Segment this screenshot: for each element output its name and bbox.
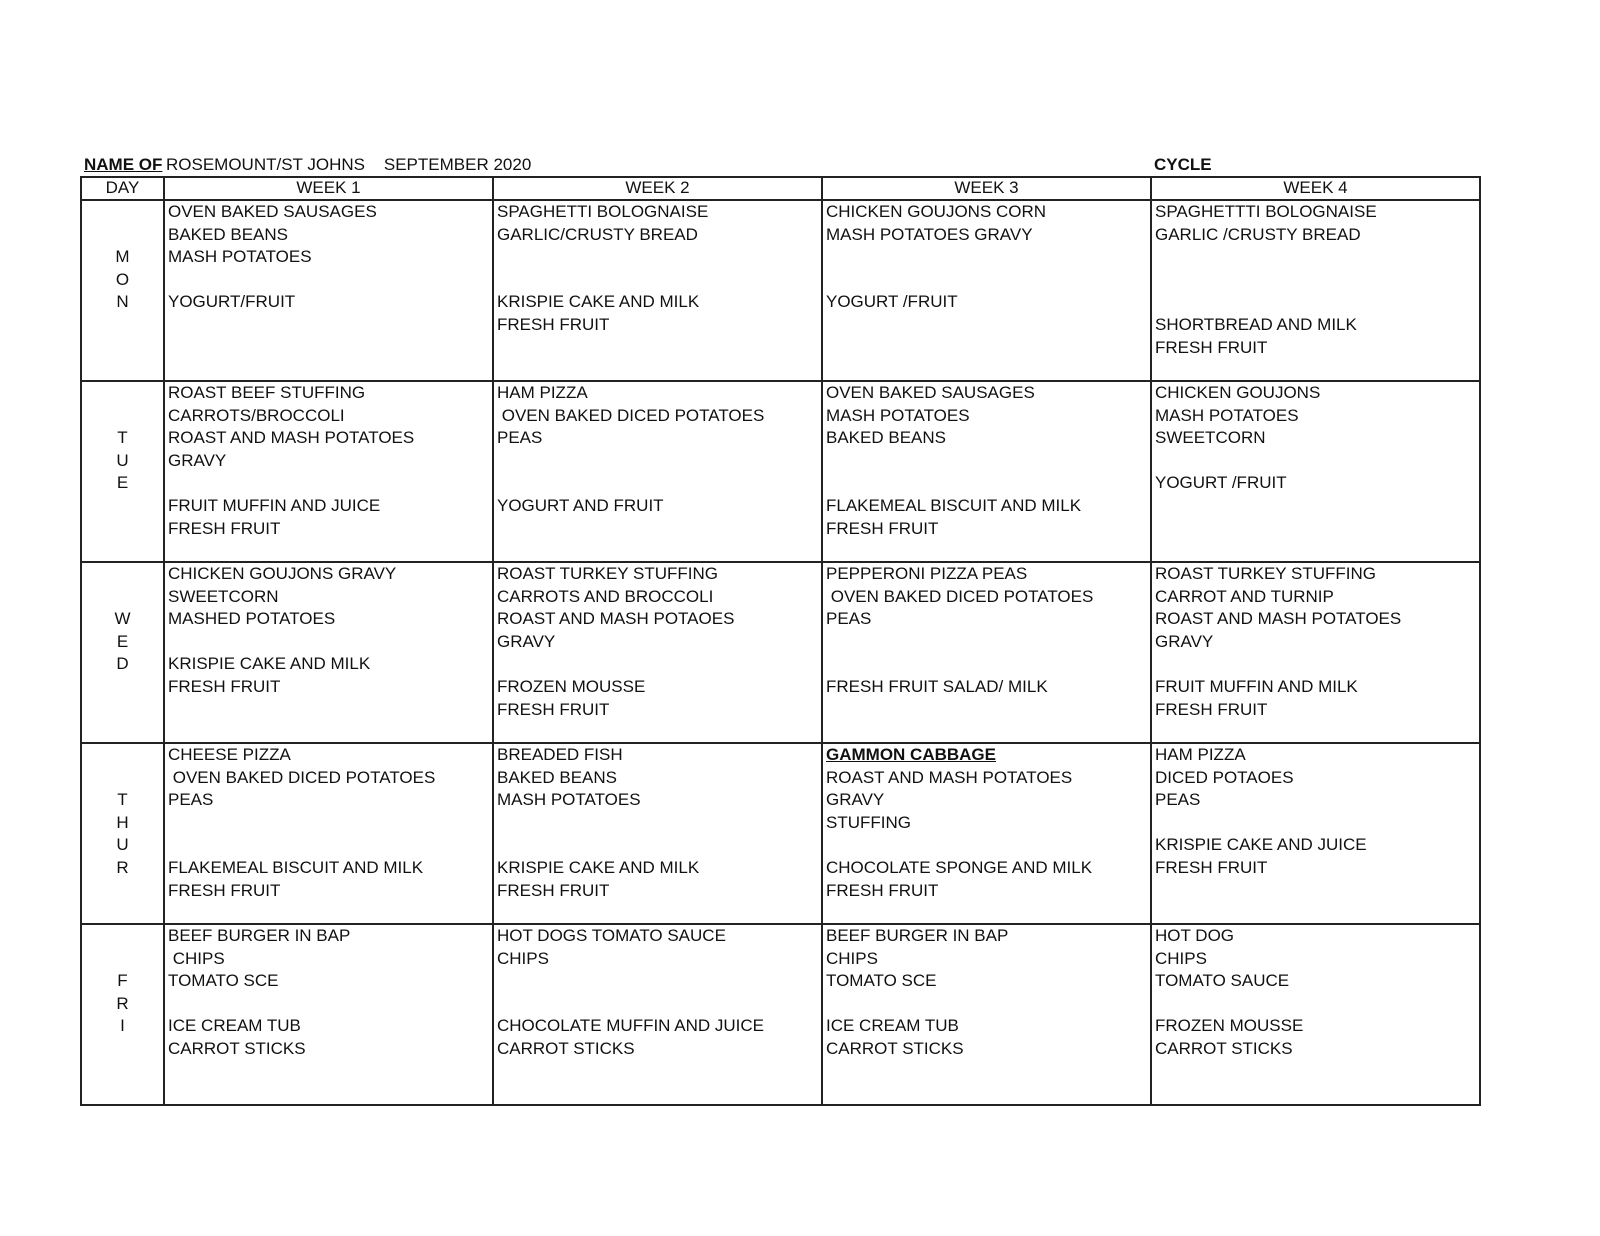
menu-item xyxy=(165,993,492,1016)
menu-item: DICED POTAOES xyxy=(1155,767,1294,787)
menu-cell-week-2 xyxy=(493,200,822,381)
menu-item: YOGURT/FRUIT xyxy=(168,292,296,312)
menu-item: FLAKEMEAL BISCUIT AND MILK xyxy=(168,857,424,877)
day-letter: M xyxy=(115,247,130,267)
menu-item: YOGURT AND FRUIT xyxy=(497,495,664,515)
menu-item: CHICKEN GOUJONS xyxy=(1155,383,1321,402)
menu-item: MASH POTATOES xyxy=(168,247,312,267)
menu-item: BEEF BURGER IN BAP xyxy=(826,926,1009,945)
day-cell xyxy=(81,924,164,1105)
menu-item: CARROT STICKS xyxy=(168,1038,306,1058)
menu-item: TOMATO SCE xyxy=(168,971,279,991)
menu-item: FRESH FRUIT xyxy=(497,699,610,719)
menu-item: HOT DOG xyxy=(1155,926,1235,945)
menu-item xyxy=(1152,812,1479,835)
menu-item xyxy=(165,472,492,495)
menu-item xyxy=(823,472,1150,495)
menu-item: FRESH FRUIT xyxy=(826,880,939,900)
menu-item xyxy=(1152,653,1479,676)
menu-item: HAM PIZZA xyxy=(1155,745,1246,764)
menu-item: TOMATO SAUCE xyxy=(1155,971,1290,991)
menu-item xyxy=(494,993,821,1016)
menu-item xyxy=(494,246,821,269)
menu-item: ICE CREAM TUB xyxy=(826,1016,959,1036)
menu-item: KRISPIE CAKE AND MILK xyxy=(497,857,700,877)
day-letter xyxy=(82,744,163,767)
menu-item xyxy=(823,653,1150,676)
day-row xyxy=(81,743,1480,924)
menu-cell-week-4 xyxy=(1151,562,1480,743)
day-letter: E xyxy=(116,473,129,493)
menu-cell-week-1 xyxy=(164,924,493,1105)
menu-item: CHIPS xyxy=(497,948,549,968)
menu-cell-week-3 xyxy=(822,924,1151,1105)
menu-item: MASH POTATOES GRAVY xyxy=(826,224,1033,244)
menu-item: HOT DOGS TOMATO SAUCE xyxy=(497,926,726,945)
menu-cell-week-1 xyxy=(164,381,493,562)
menu-item: PEPPERONI PIZZA PEAS xyxy=(826,564,1028,583)
menu-item xyxy=(494,834,821,857)
menu-item: BAKED BEANS xyxy=(826,428,946,448)
menu-item: GRAVY xyxy=(168,450,227,470)
menu-item: PEAS xyxy=(497,428,543,448)
menu-item: CARROT STICKS xyxy=(497,1038,635,1058)
menu-item: GRAVY xyxy=(826,790,885,810)
menu-item: MASH POTATOES xyxy=(497,790,641,810)
menu-item: ROAST AND MASH POTATOES xyxy=(826,767,1073,787)
menu-item: BREADED FISH xyxy=(497,745,623,764)
menu-item: FRESH FRUIT xyxy=(168,518,281,538)
menu-item xyxy=(494,812,821,835)
menu-item: FRESH FRUIT xyxy=(1155,337,1268,357)
menu-item: GAMMON CABBAGE xyxy=(826,745,996,764)
day-letter: E xyxy=(116,631,129,651)
day-letter xyxy=(82,586,163,609)
day-letter: T xyxy=(117,790,128,810)
menu-item xyxy=(165,631,492,654)
name-label: NAME OF xyxy=(84,155,163,174)
menu-item xyxy=(823,631,1150,654)
column-header-week-1: WEEK 1 xyxy=(164,177,493,200)
menu-item: CHIPS xyxy=(1155,948,1207,968)
menu-item: FRUIT MUFFIN AND JUICE xyxy=(168,495,381,515)
day-letter: T xyxy=(117,428,128,448)
menu-item: OVEN BAKED DICED POTATOES xyxy=(497,405,765,425)
menu-item: CARROT STICKS xyxy=(826,1038,964,1058)
menu-item xyxy=(165,812,492,835)
menu-item: KRISPIE CAKE AND MILK xyxy=(168,654,371,674)
menu-item xyxy=(494,450,821,473)
menu-item: MASH POTATOES xyxy=(826,405,970,425)
menu-item: CARROTS/BROCCOLI xyxy=(168,405,345,425)
menu-item: FRESH FRUIT xyxy=(497,880,610,900)
day-letter: H xyxy=(116,812,129,832)
menu-item: FLAKEMEAL BISCUIT AND MILK xyxy=(826,495,1082,515)
menu-item: GARLIC /CRUSTY BREAD xyxy=(1155,224,1361,244)
day-letter xyxy=(82,224,163,247)
menu-item: GARLIC/CRUSTY BREAD xyxy=(497,224,698,244)
menu-item: HAM PIZZA xyxy=(497,383,588,402)
day-letter: R xyxy=(116,857,129,877)
menu-item xyxy=(823,834,1150,857)
day-letter: U xyxy=(116,450,129,470)
day-letter: D xyxy=(116,654,129,674)
menu-item xyxy=(823,450,1150,473)
menu-item: CARROTS AND BROCCOLI xyxy=(497,586,714,606)
column-header-week-3: WEEK 3 xyxy=(822,177,1151,200)
day-row xyxy=(81,381,1480,562)
menu-item: STUFFING xyxy=(826,812,911,832)
menu-item: BEEF BURGER IN BAP xyxy=(168,926,351,945)
menu-item: OVEN BAKED SAUSAGES xyxy=(826,383,1035,402)
menu-item: FRESH FRUIT xyxy=(1155,857,1268,877)
menu-item: SPAGHETTTI BOLOGNAISE xyxy=(1155,202,1377,221)
menu-cell-week-1 xyxy=(164,743,493,924)
day-letter xyxy=(82,948,163,971)
day-letter: I xyxy=(120,1016,125,1036)
menu-item: FRESH FRUIT xyxy=(168,880,281,900)
menu-cell-week-3 xyxy=(822,743,1151,924)
menu-item: YOGURT /FRUIT xyxy=(1155,473,1287,493)
menu-item: CARROT STICKS xyxy=(1155,1038,1293,1058)
menu-item xyxy=(1152,291,1479,314)
menu-item: OVEN BAKED DICED POTATOES xyxy=(168,767,436,787)
menu-item xyxy=(1152,269,1479,292)
menu-item xyxy=(823,993,1150,1016)
menu-cell-week-3 xyxy=(822,381,1151,562)
menu-item: ROAST AND MASH POTAOES xyxy=(497,609,735,629)
day-letter xyxy=(82,925,163,948)
menu-item: ROAST TURKEY STUFFING xyxy=(1155,564,1377,583)
menu-item xyxy=(494,472,821,495)
menu-item: ROAST TURKEY STUFFING xyxy=(497,564,719,583)
menu-item: ROAST AND MASH POTATOES xyxy=(168,428,415,448)
menu-item: CARROT AND TURNIP xyxy=(1155,586,1334,606)
menu-item: FRESH FRUIT xyxy=(826,518,939,538)
menu-cell-week-4 xyxy=(1151,200,1480,381)
menu-item xyxy=(1152,450,1479,473)
menu-item: CHEESE PIZZA xyxy=(168,745,291,764)
menu-cell-week-4 xyxy=(1151,381,1480,562)
menu-item xyxy=(494,653,821,676)
menu-item: FRESH FRUIT xyxy=(1155,699,1268,719)
menu-item: SHORTBREAD AND MILK xyxy=(1155,314,1357,334)
menu-cell-week-3 xyxy=(822,562,1151,743)
menu-cell-week-2 xyxy=(493,924,822,1105)
day-letter: U xyxy=(116,835,129,855)
menu-item: MASH POTATOES xyxy=(1155,405,1299,425)
menu-item: CHIPS xyxy=(168,948,225,968)
menu-item: KRISPIE CAKE AND JUICE xyxy=(1155,835,1367,855)
column-header-week-4: WEEK 4 xyxy=(1151,177,1480,200)
menu-item: TOMATO SCE xyxy=(826,971,937,991)
day-letter xyxy=(82,201,163,224)
menu-item: SPAGHETTI BOLOGNAISE xyxy=(497,202,709,221)
day-letter: N xyxy=(116,292,129,312)
day-row xyxy=(81,562,1480,743)
menu-cell-week-4 xyxy=(1151,924,1480,1105)
cycle-label: CYCLE xyxy=(1154,155,1212,174)
menu-item: FROZEN MOUSSE xyxy=(497,676,646,696)
menu-cell-week-2 xyxy=(493,381,822,562)
menu-item: SWEETCORN xyxy=(1155,428,1266,448)
header-row xyxy=(81,177,1480,200)
day-cell xyxy=(81,381,164,562)
menu-cell-week-2 xyxy=(493,562,822,743)
document-title: ROSEMOUNT/ST JOHNS SEPTEMBER 2020 xyxy=(166,155,532,174)
day-letter: F xyxy=(117,971,128,991)
menu-item: PEAS xyxy=(168,790,214,810)
day-letter xyxy=(82,563,163,586)
day-row xyxy=(81,200,1480,381)
menu-item: BAKED BEANS xyxy=(168,224,288,244)
menu-item: FROZEN MOUSSE xyxy=(1155,1016,1304,1036)
day-letter: O xyxy=(115,269,130,289)
menu-item: CHICKEN GOUJONS GRAVY xyxy=(168,564,397,583)
day-cell xyxy=(81,743,164,924)
column-header-day: DAY xyxy=(81,177,164,200)
menu-item: ICE CREAM TUB xyxy=(168,1016,301,1036)
menu-item: FRESH FRUIT xyxy=(497,314,610,334)
menu-item: KRISPIE CAKE AND MILK xyxy=(497,292,700,312)
menu-item xyxy=(165,269,492,292)
menu-item xyxy=(494,269,821,292)
menu-item: FRUIT MUFFIN AND MILK xyxy=(1155,676,1358,696)
menu-item: BAKED BEANS xyxy=(497,767,617,787)
menu-cell-week-2 xyxy=(493,743,822,924)
menu-item: ROAST BEEF STUFFING xyxy=(168,383,366,402)
menu-item: OVEN BAKED DICED POTATOES xyxy=(826,586,1094,606)
column-header-week-2: WEEK 2 xyxy=(493,177,822,200)
menu-item xyxy=(165,834,492,857)
menu-item: CHIPS xyxy=(826,948,878,968)
day-letter xyxy=(82,382,163,405)
menu-item: CHOCOLATE SPONGE AND MILK xyxy=(826,857,1093,877)
menu-item xyxy=(1152,993,1479,1016)
menu-item: ROAST AND MASH POTATOES xyxy=(1155,609,1402,629)
menu-item: GRAVY xyxy=(1155,631,1214,651)
day-row xyxy=(81,924,1480,1105)
day-letter xyxy=(82,767,163,790)
day-letter: R xyxy=(116,993,129,1013)
menu-item: SWEETCORN xyxy=(168,586,279,606)
menu-item xyxy=(823,246,1150,269)
menu-cell-week-3 xyxy=(822,200,1151,381)
day-letter: W xyxy=(114,609,131,629)
menu-item: CHICKEN GOUJONS CORN xyxy=(826,202,1047,221)
menu-item: PEAS xyxy=(1155,790,1201,810)
menu-item xyxy=(1152,246,1479,269)
day-cell xyxy=(81,200,164,381)
menu-item: FRESH FRUIT xyxy=(168,676,281,696)
menu-cell-week-1 xyxy=(164,562,493,743)
menu-item: GRAVY xyxy=(497,631,556,651)
menu-item: CHOCOLATE MUFFIN AND JUICE xyxy=(497,1016,764,1036)
menu-item: PEAS xyxy=(826,609,872,629)
day-cell xyxy=(81,562,164,743)
menu-item: FRESH FRUIT SALAD/ MILK xyxy=(826,676,1048,696)
day-letter xyxy=(82,405,163,428)
menu-cell-week-1 xyxy=(164,200,493,381)
menu-item: OVEN BAKED SAUSAGES xyxy=(168,202,377,221)
menu-item xyxy=(823,269,1150,292)
menu-table xyxy=(80,176,1481,1106)
menu-item: MASHED POTATOES xyxy=(168,609,336,629)
menu-item xyxy=(494,970,821,993)
menu-cell-week-4 xyxy=(1151,743,1480,924)
menu-item: YOGURT /FRUIT xyxy=(826,292,958,312)
